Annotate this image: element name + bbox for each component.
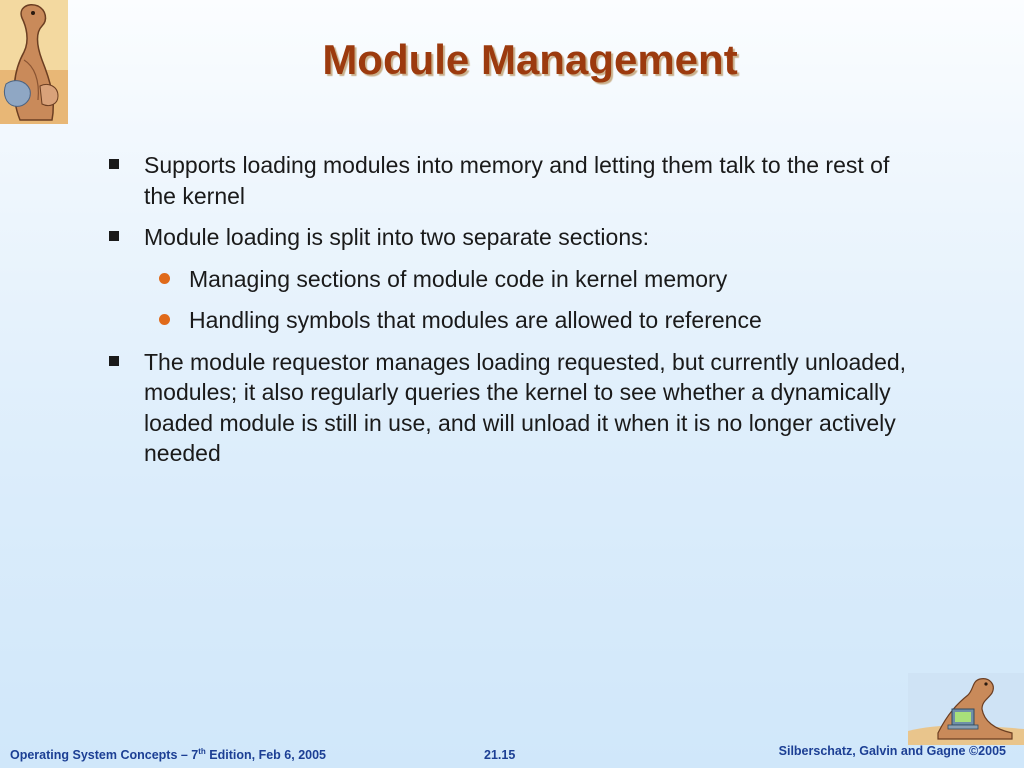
bullet-item-2 bbox=[104, 222, 914, 253]
round-bullet-icon bbox=[159, 314, 170, 325]
bullet-list bbox=[104, 150, 914, 480]
sub-bullet-item-2 bbox=[104, 305, 914, 336]
square-bullet-icon bbox=[109, 356, 119, 366]
square-bullet-icon bbox=[109, 231, 119, 241]
bullet-item-3 bbox=[104, 347, 914, 469]
footer-book-title: Operating System Concepts – 7th Edition, Feb 6, 2005 bbox=[10, 746, 327, 762]
footer-copyright: Silberschatz, Galvin and Gagne ©2005 bbox=[778, 744, 1006, 758]
footer-page-number: 21.15 bbox=[484, 748, 516, 762]
bullet-text: The module requestor manages loading requested, but currently unloaded, modules; it also regularly queries the kernel to see whether a dynamically loaded module is still in use, and will unload it when it is no longer actively needed bbox=[144, 348, 907, 466]
bullet-item-1 bbox=[104, 150, 914, 211]
dinosaur-laptop-icon bbox=[908, 673, 1024, 745]
slide-title: Module Management bbox=[322, 36, 738, 83]
sub-bullet-text: Managing sections of module code in kernel memory bbox=[189, 265, 728, 292]
sub-bullet-item-1 bbox=[104, 264, 914, 295]
round-bullet-icon bbox=[159, 273, 170, 284]
square-bullet-icon bbox=[109, 159, 119, 169]
bullet-text: Module loading is split into two separate sections: bbox=[144, 224, 650, 250]
sub-bullet-text: Handling symbols that modules are allowed to reference bbox=[189, 307, 762, 333]
bullet-text: Supports loading modules into memory and letting them talk to the rest of the kernel bbox=[144, 152, 890, 209]
